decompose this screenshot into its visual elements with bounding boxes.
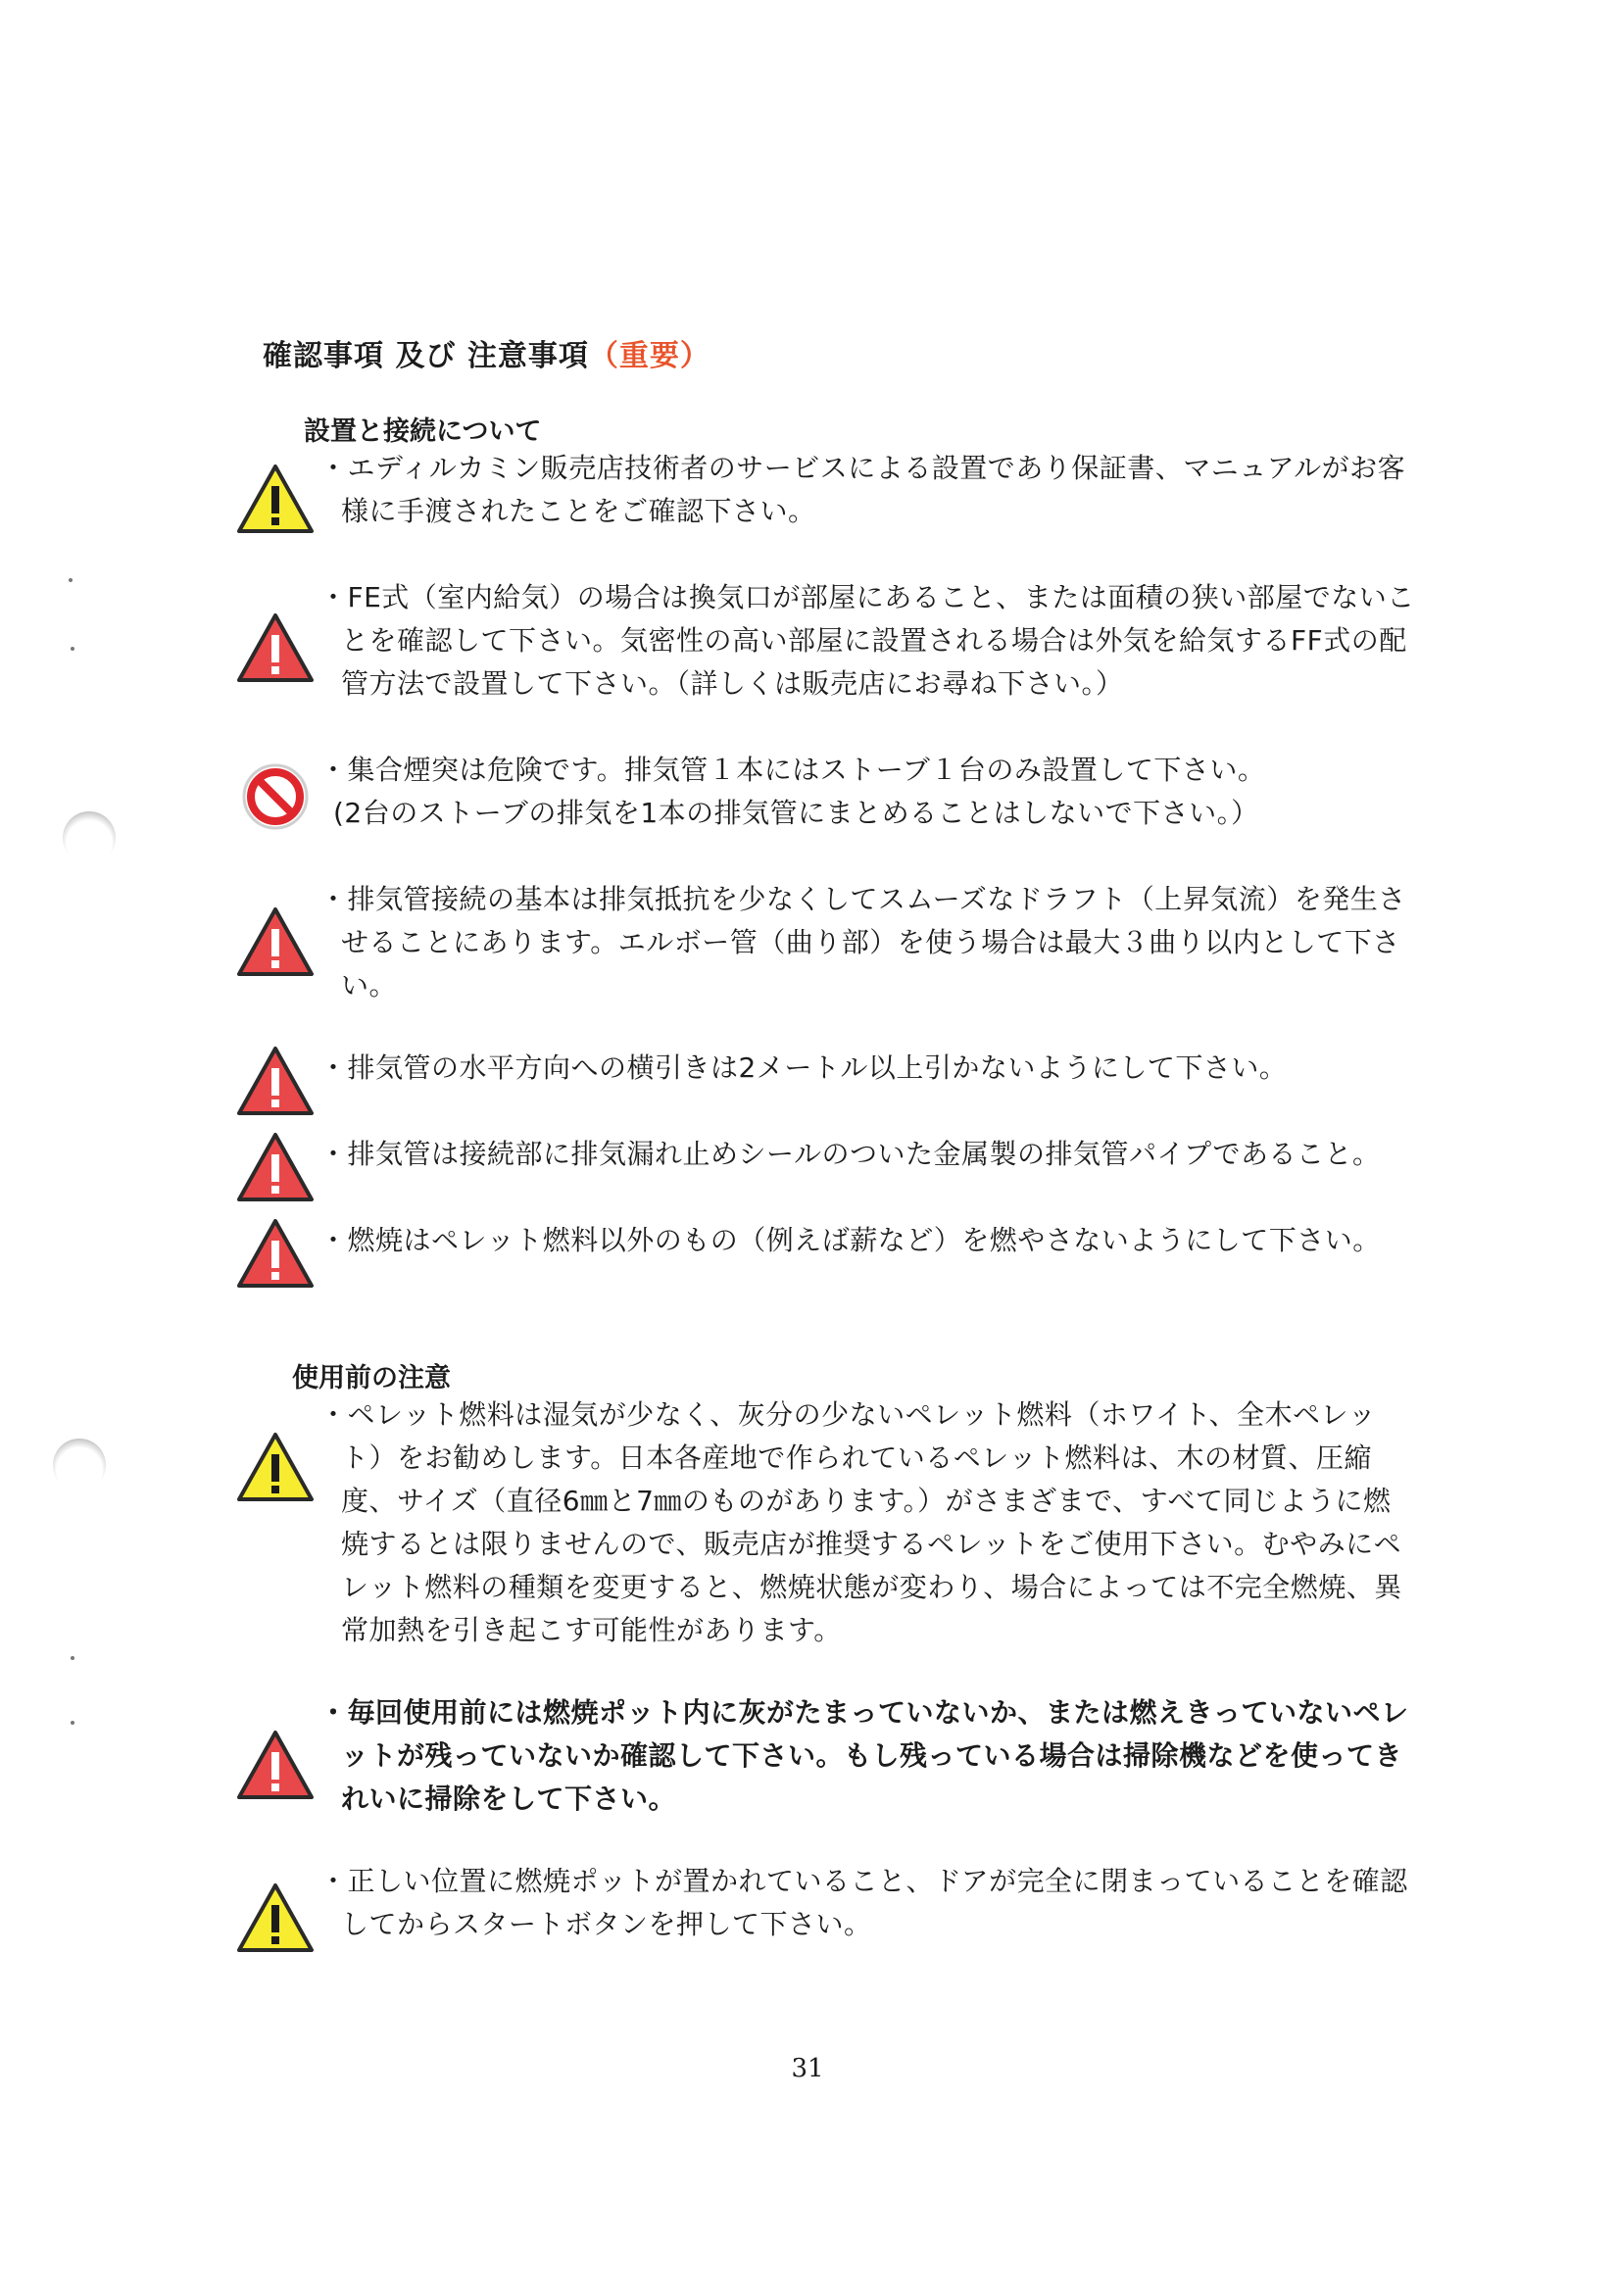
red-warning-triangle-icon — [235, 905, 316, 978]
yellow-warning-triangle-icon — [235, 463, 316, 535]
item-line: ・排気管は接続部に排気漏れ止めシールのついた金属製の排気管パイプであること。 — [319, 1138, 1381, 1170]
item-line: 様に手渡されたことをご確認下さい。 — [341, 495, 816, 527]
item-line: ・排気管接続の基本は排気抵抗を少なくしてスムーズなドラフト（上昇気流）を発生さ — [319, 883, 1406, 915]
install-item — [319, 447, 1405, 533]
before-use-item — [319, 1691, 1409, 1821]
install-item — [319, 749, 1265, 835]
item-line: 度、サイズ（直径6㎜と7㎜のものがあります。）がさまざまで、すべて同じように燃 — [341, 1485, 1392, 1517]
item-line: ・燃焼はペレット燃料以外のもの（例えば薪など）を燃やさないようにして下さい。 — [319, 1224, 1381, 1256]
item-line: ・排気管の水平方向への横引きは2メートル以上引かないようにして下さい。 — [319, 1051, 1288, 1084]
item-line: ト）をお勧めします。日本各産地で作られているペレット燃料は、木の材質、圧縮 — [341, 1441, 1372, 1474]
section-title — [263, 331, 710, 374]
install-heading: 設置と接続について — [304, 416, 542, 447]
item-line: してからスタートボタンを押して下さい。 — [341, 1908, 872, 1940]
scan-speck — [71, 1656, 74, 1660]
scan-speck — [69, 578, 73, 582]
item-line: とを確認して下さい。気密性の高い部屋に設置される場合は外気を給気するFF式の配 — [341, 624, 1407, 657]
yellow-warning-triangle-icon — [235, 1881, 316, 1954]
red-warning-triangle-icon — [235, 611, 316, 684]
item-line: ・毎回使用前には燃焼ポット内に灰がたまっていないか、または燃えきっていないペレ — [319, 1696, 1409, 1729]
scan-speck — [71, 647, 74, 651]
item-line: ・正しい位置に燃焼ポットが置かれていること、ドアが完全に閉まっていることを確認 — [319, 1865, 1408, 1897]
install-item — [319, 1047, 1287, 1090]
item-line: (2台のストーブの排気を1本の排気管にまとめることはしないで下さい。） — [333, 797, 1259, 829]
scan-speck — [71, 1721, 74, 1725]
install-item — [319, 1219, 1381, 1262]
item-line: 常加熱を引き起こす可能性があります。 — [341, 1614, 842, 1646]
yellow-warning-triangle-icon — [235, 1431, 316, 1503]
install-item — [319, 1133, 1380, 1176]
item-line: ・FE式（室内給気）の場合は換気口が部屋にあること、または面積の狭い部屋でないこ — [319, 581, 1415, 613]
item-line: 焼するとは限りませんので、販売店が推奨するペレットをご使用下さい。むやみにペ — [341, 1528, 1402, 1560]
item-line: ・ペレット燃料は湿気が少なく、灰分の少ないペレット燃料（ホワイト、全木ペレッ — [319, 1398, 1377, 1431]
punch-hole-top — [63, 811, 116, 864]
install-item — [319, 878, 1406, 1007]
before-use-heading: 使用前の注意 — [292, 1363, 451, 1393]
item-line: 管方法で設置して下さい。（詳しくは販売店にお尋ね下さい。） — [341, 667, 1124, 700]
item-line: ・エディルカミン販売店技術者のサービスによる設置であり保証書、マニュアルがお客 — [319, 452, 1406, 484]
red-warning-triangle-icon — [235, 1131, 316, 1203]
item-line: い。 — [341, 969, 398, 1001]
red-warning-triangle-icon — [235, 1729, 316, 1801]
item-line: ・集合煙突は危険です。排気管１本にはストーブ１台のみ設置して下さい。 — [319, 754, 1266, 786]
before-use-item — [319, 1860, 1408, 1946]
item-line: せることにあります。エルボー管（曲り部）を使う場合は最大３曲り以内として下さ — [341, 926, 1400, 958]
page-number: 31 — [791, 2054, 824, 2083]
red-warning-triangle-icon — [235, 1217, 316, 1290]
item-line: レット燃料の種類を変更すると、燃焼状態が変わり、場合によっては不完全燃焼、異 — [341, 1571, 1402, 1603]
item-line: れいに掃除をして下さい。 — [341, 1783, 677, 1815]
section-title-accent: （重要） — [588, 339, 710, 373]
red-warning-triangle-icon — [235, 1045, 316, 1117]
before-use-item — [319, 1393, 1402, 1652]
install-item — [319, 576, 1415, 706]
punch-hole-bottom — [53, 1439, 106, 1491]
section-title-main: 確認事項 及び 注意事項 — [263, 339, 589, 373]
prohibited-icon — [235, 760, 316, 833]
item-line: ットが残っていないか確認して下さい。もし残っている場合は掃除機などを使ってき — [341, 1739, 1403, 1772]
